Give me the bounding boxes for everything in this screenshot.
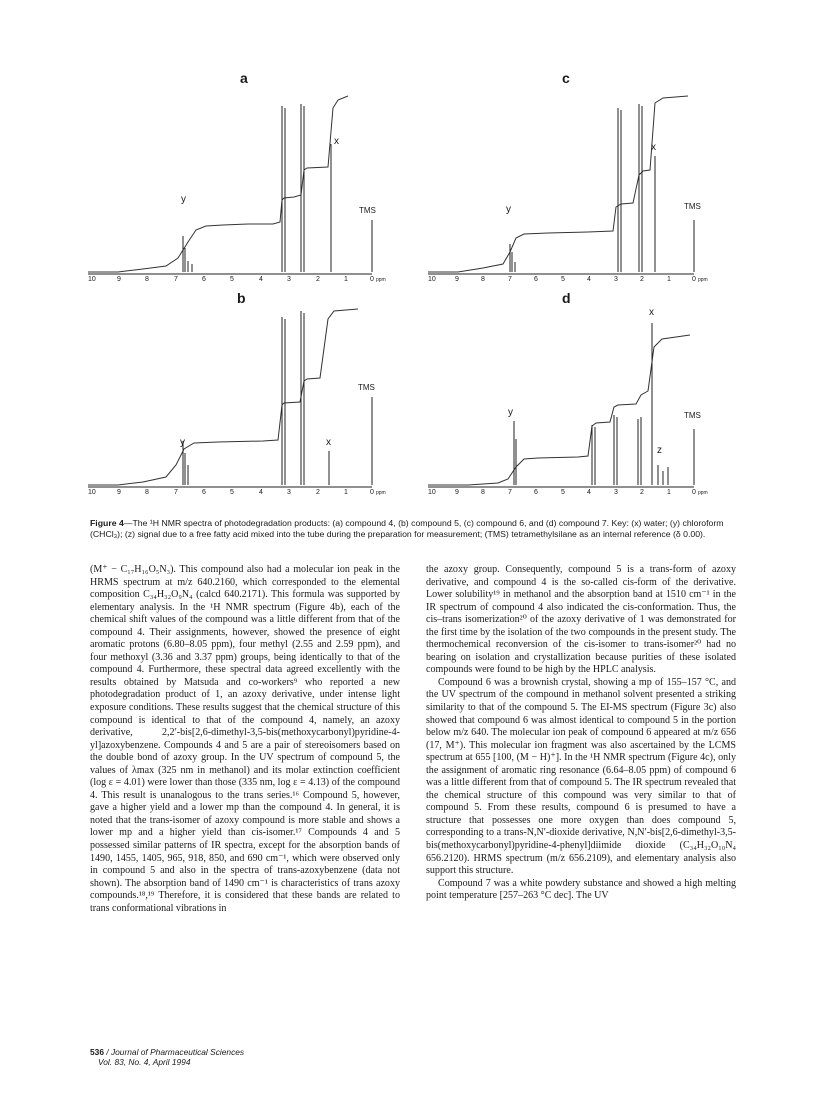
page-footer — [90, 1047, 244, 1067]
tick-label: 4 — [587, 276, 591, 283]
peak-label-y: y — [506, 204, 511, 215]
tick-label: 2 — [640, 276, 644, 283]
tick-label: 1 — [667, 489, 671, 496]
tick-label: 7 — [508, 489, 512, 496]
tick-label: 7 — [174, 489, 178, 496]
body-column-right — [426, 564, 736, 903]
nmr-spectrum-d — [428, 289, 718, 499]
peak-label-y: y — [508, 407, 513, 418]
journal-name: / Journal of Pharmaceutical Sciences — [103, 1047, 245, 1057]
axis-unit: ppm — [376, 490, 386, 496]
nmr-spectrum-a — [88, 86, 378, 296]
page-number: 536 — [90, 1047, 104, 1057]
tick-label: 2 — [316, 276, 320, 283]
tick-label: 0 — [370, 276, 374, 283]
tick-label: 9 — [455, 489, 459, 496]
axis-unit: ppm — [698, 490, 708, 496]
peak-label-y: y — [181, 194, 186, 205]
tick-label: 10 — [88, 489, 96, 496]
paragraph: Compound 7 was a white powdery substance and showed a high melting point temperature [257–263 °C dec]. The UV — [426, 877, 736, 902]
tick-label: 1 — [667, 276, 671, 283]
tick-label: 3 — [287, 276, 291, 283]
tick-label: 7 — [174, 276, 178, 283]
figure-caption — [90, 518, 735, 541]
tick-label: 8 — [481, 489, 485, 496]
tick-label: 9 — [117, 276, 121, 283]
nmr-panel-a — [88, 86, 378, 296]
nmr-panel-b — [88, 289, 378, 499]
nmr-panel-c — [428, 86, 718, 296]
paragraph: (M⁺ − C₁₇H₁₆O₅N₃). This compound also had a molecular ion peak in the HRMS spectrum at m/z 640.2160, which corresponded to the elemental composition C₃₄H₃₂O₉N₄ (calcd 640.2171). This formula was supported by elementary analysis. In the ¹H NMR spectrum (Figure 4b), each of the chemical shift values of the compound was a little different from that of the compound 4. Their assignments, however, showed the presence of eight aromatic protons (6.80–8.05 ppm), four methyl (2.55 and 2.59 ppm), and four methoxyl (3.36 and 3.37 ppm) groups, being identically to that of the compound 4. Furthermore, these spectral data agreed excellently with the results obtained by Matsuda and co-workers⁹ who reported a new photodegradation product of 1, an azoxy derivative, under intense light exposure conditions. These results suggest that the chemical structure of this compound is identical to that of the compound 4, namely, an azoxy derivative, 2,2′-bis[2,6-dimethyl-3,5-bis(methoxycarbonyl)pyridine-4-yl]azoxybenzene. Compounds 4 and 5 are a pair of stereoisomers based on the double bond of azoxy group. In the UV spectrum of compound 5, the values of λmax (325 nm in methanol) and its molar extinction coefficient (log ε = 4.01) were lower than those (335 nm, log ε = 4.13) of the compound 4. This result is unanalogous to the trans series.¹⁶ Compound 5, however, gave a higher yield and a lower mp than the compound 4. In general, it is noted that the trans-isomer of azoxy compound is more stable and shows a lower mp and a higher yield than cis-isomer.¹⁷ Compounds 4 and 5 possessed similar patterns of IR spectra, except for the absorption bands of 1490, 1455, 1405, 965, 918, 850, and 690 cm⁻¹, which were observed only in compound 5 and also in the spectra of trans-azoxybenzene (data not shown). The absorption band of 1490 cm⁻¹ is characteristics of trans azoxy compounds.¹⁸,¹⁹ Therefore, it is considered that these bands are related to trans conformational vibrations in — [90, 564, 400, 914]
paragraph: Compound 6 was a brownish crystal, showing a mp of 155–157 °C, and the UV spectrum of the compound in methanol solvent presented a striking similarity to that of the compound 5. The EI-MS spectrum (Figure 3c) also showed that compound 6 was almost identical to compound 5 in the portion below m/z 640. The molecular ion peak of compound 6 appeared at m/z 656 (17, M⁺). This molecular ion fragment was also ascertained by the LCMS spectrum at 655 [100, (M − H)⁺]. In the ¹H NMR spectrum (Figure 4c), only the assignment of aromatic ring resonance (6.64–8.05 ppm) of compound 6 was a little different from that of compound 5. The IR spectrum revealed that the chemical structure of this compound was very similar to that of compound 5. From these results, compound 6 is presumed to have a structure that possesses one more oxygen than does compound 5, corresponding to a trans-N,N′-dioxide derivative, N,N′-bis[2,6-dimethyl-3,5-bis(methoxycarbonyl)pyridine-4-phenyl]diimide dioxide (C₃₄H₃₂O₁₀N₄ 656.2120). HRMS spectrum (m/z 656.2109), and elementary analysis also support this structure. — [426, 676, 736, 877]
tick-label: 5 — [561, 276, 565, 283]
tick-label: 5 — [230, 489, 234, 496]
panel-label-b: b — [237, 290, 246, 306]
panel-label-d: d — [562, 290, 571, 306]
x-axis-a — [88, 276, 388, 288]
panel-label-a: a — [240, 70, 248, 86]
tick-label: 4 — [259, 276, 263, 283]
tick-label: 4 — [587, 489, 591, 496]
peak-label-tms: TMS — [359, 206, 376, 215]
tick-label: 0 — [692, 489, 696, 496]
tick-label: 10 — [428, 276, 436, 283]
tick-label: 9 — [455, 276, 459, 283]
figure-caption-text: —The ¹H NMR spectra of photodegradation products: (a) compound 4, (b) compound 5, (c) compound 6, and (d) compound 7. Key: (x) water; (y) chloroform (CHCl₃); (z) signal due to a free fatty acid mixed into the tube during the preparation for measurement; (TMS) tetramethylsilane as an internal reference (δ 0.00). — [90, 518, 724, 540]
x-axis-d — [428, 489, 718, 501]
peak-label-tms: TMS — [358, 383, 375, 392]
nmr-spectrum-b — [88, 289, 378, 499]
peak-label-z: z — [657, 445, 662, 456]
tick-label: 9 — [117, 489, 121, 496]
nmr-panel-d — [428, 289, 718, 499]
axis-unit: ppm — [376, 277, 386, 283]
nmr-spectrum-c — [428, 86, 718, 296]
tick-label: 5 — [230, 276, 234, 283]
tick-label: 10 — [428, 489, 436, 496]
tick-label: 5 — [561, 489, 565, 496]
axis-unit: ppm — [698, 277, 708, 283]
peak-label-y: y — [180, 437, 185, 448]
tick-label: 8 — [145, 489, 149, 496]
peak-label-x: x — [334, 136, 339, 147]
tick-label: 3 — [614, 276, 618, 283]
panel-label-c: c — [562, 70, 570, 86]
peak-label-x: x — [651, 142, 656, 153]
tick-label: 6 — [202, 489, 206, 496]
x-axis-b — [88, 489, 388, 501]
tick-label: 1 — [344, 489, 348, 496]
tick-label: 3 — [287, 489, 291, 496]
peak-label-x: x — [649, 307, 654, 318]
tick-label: 8 — [145, 276, 149, 283]
tick-label: 3 — [614, 489, 618, 496]
peak-label-tms: TMS — [684, 411, 701, 420]
tick-label: 4 — [259, 489, 263, 496]
journal-volume: Vol. 83, No. 4, April 1994 — [98, 1057, 191, 1067]
peak-label-x: x — [326, 437, 331, 448]
tick-label: 6 — [534, 276, 538, 283]
tick-label: 0 — [370, 489, 374, 496]
tick-label: 8 — [481, 276, 485, 283]
tick-label: 7 — [508, 276, 512, 283]
peak-label-tms: TMS — [684, 202, 701, 211]
body-column-left — [90, 564, 400, 915]
paragraph: the azoxy group. Consequently, compound 5 is a trans-form of azoxy derivative, and compound 4 is the so-called cis-form of the derivative. Lower solubility¹⁹ in methanol and the absorption band at 1510 cm⁻¹ in the IR spectrum of compound 4 also indicated the cis-conformation. Thus, the cis–trans isomerization²⁰ of the azoxy derivative of 1 was demonstrated for the first time by the isolation of the two compounds in the present study. The thermochemical reconversion of the cis-isomer to trans-isomer²⁰ had no bearing on isolation and crystallization because purities of these isolated compounds were found to be high by the HPLC analysis. — [426, 564, 736, 676]
tick-label: 2 — [316, 489, 320, 496]
tick-label: 6 — [202, 276, 206, 283]
tick-label: 1 — [344, 276, 348, 283]
footer-line-1 — [90, 1047, 244, 1057]
tick-label: 6 — [534, 489, 538, 496]
tick-label: 10 — [88, 276, 96, 283]
figure-caption-head: Figure 4 — [90, 518, 124, 528]
tick-label: 2 — [640, 489, 644, 496]
tick-label: 0 — [692, 276, 696, 283]
x-axis-c — [428, 276, 718, 288]
